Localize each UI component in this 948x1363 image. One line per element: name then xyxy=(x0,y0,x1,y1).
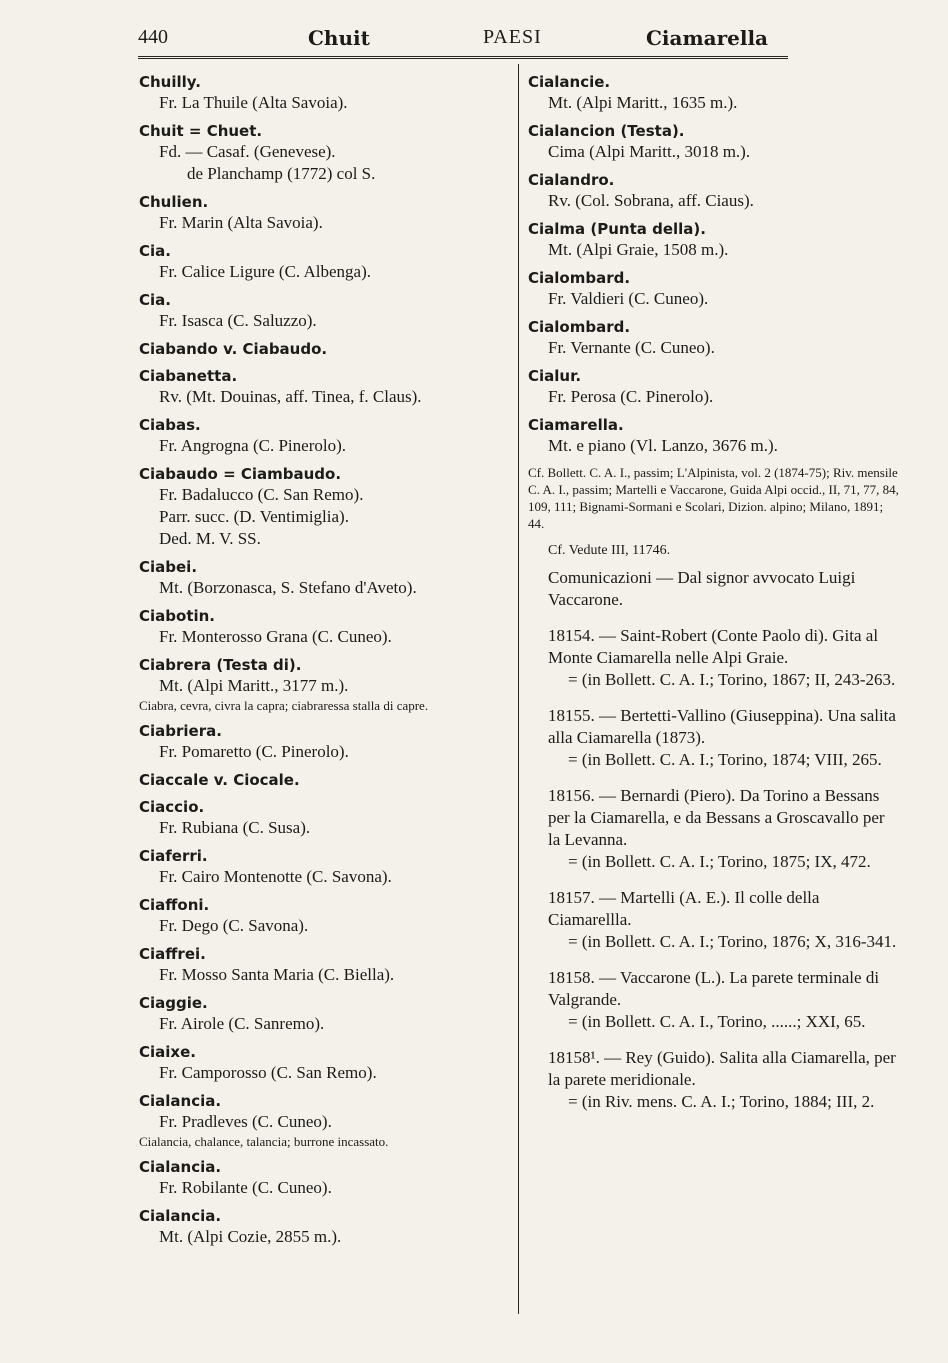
entry-headword: Ciaccio. xyxy=(139,798,205,816)
gazetteer-entry xyxy=(139,721,509,763)
entry-headword: Ciabotin. xyxy=(139,607,216,625)
entry-detail: Fr. Airole (C. Sanremo). xyxy=(159,1014,325,1033)
gazetteer-entry xyxy=(139,72,509,114)
entry-detail: Fd. — Casaf. (Genevese). xyxy=(159,142,336,161)
gazetteer-entry xyxy=(139,557,509,599)
entry-detail: Rv. (Col. Sobrana, aff. Ciaus). xyxy=(548,191,754,210)
entry-detail: Ded. M. V. SS. xyxy=(159,529,261,548)
gazetteer-entry xyxy=(528,415,900,457)
gazetteer-entry xyxy=(139,895,509,937)
reference-title: 18156. — Bernardi (Piero). Da Torino a Bessans per la Ciamarella, e da Bessans a Groscavallo per la Levanna. xyxy=(548,786,885,849)
entry-headword: Ciaffoni. xyxy=(139,896,210,914)
entry-detail: Fr. Rubiana (C. Susa). xyxy=(159,818,311,837)
entry-headword: Cialandro. xyxy=(528,171,615,189)
gazetteer-entry xyxy=(139,797,509,839)
entry-detail: Fr. Perosa (C. Pinerolo). xyxy=(548,387,714,406)
gazetteer-entry xyxy=(139,770,509,790)
entry-headword: Cia. xyxy=(139,242,171,260)
entry-headword: Cialancia. xyxy=(139,1207,222,1225)
entry-detail: Mt. (Alpi Maritt., 3177 m.). xyxy=(159,676,349,695)
gazetteer-entry xyxy=(528,72,900,114)
entry-headword: Ciaccale v. Ciocale. xyxy=(139,771,300,789)
entry-detail: Mt. e piano (Vl. Lanzo, 3676 m.). xyxy=(548,436,778,455)
entry-detail: Fr. La Thuile (Alta Savoia). xyxy=(159,93,348,112)
gazetteer-entry xyxy=(139,415,509,457)
entry-detail: Fr. Camporosso (C. San Remo). xyxy=(159,1063,377,1082)
entry-detail: Parr. succ. (D. Ventimiglia). xyxy=(159,507,349,526)
header-first-entry: Chuit xyxy=(308,26,370,50)
reference-title: 18154. — Saint-Robert (Conte Paolo di). Gita al Monte Ciamarella nelle Alpi Graie. xyxy=(548,626,879,667)
entry-headword: Cia. xyxy=(139,291,171,309)
entry-detail: Mt. (Alpi Cozie, 2855 m.). xyxy=(159,1227,342,1246)
entry-headword: Chuilly. xyxy=(139,73,201,91)
entry-detail: Fr. Angrogna (C. Pinerolo). xyxy=(159,436,346,455)
entry-headword: Ciaggie. xyxy=(139,994,208,1012)
entry-note: Cialancia, chalance, talancia; burrone incassato. xyxy=(139,1134,389,1149)
entry-headword: Ciabaudo = Ciambaudo. xyxy=(139,465,342,483)
entry-detail: de Planchamp (1772) col S. xyxy=(187,164,376,183)
entry-detail: Fr. Valdieri (C. Cuneo). xyxy=(548,289,709,308)
entry-headword: Ciaferri. xyxy=(139,847,208,865)
reference-item xyxy=(528,785,900,873)
entry-headword: Cialur. xyxy=(528,367,582,385)
entry-headword: Chulien. xyxy=(139,193,209,211)
entry-headword: Ciaixe. xyxy=(139,1043,196,1061)
entry-detail: Fr. Isasca (C. Saluzzo). xyxy=(159,311,317,330)
reference-publication: = (in Bollett. C. A. I.; Torino, 1867; II, 243-263. xyxy=(568,670,896,689)
entry-detail: Rv. (Mt. Douinas, aff. Tinea, f. Claus). xyxy=(159,387,422,406)
reference-item xyxy=(528,1047,900,1113)
header-section-title: PAESI xyxy=(483,26,542,48)
reference-list xyxy=(528,625,900,1113)
entry-headword: Cialma (Punta della). xyxy=(528,220,706,238)
entry-headword: Cialombard. xyxy=(528,269,631,287)
gazetteer-entry xyxy=(139,993,509,1035)
entry-detail: Mt. (Borzonasca, S. Stefano d'Aveto). xyxy=(159,578,417,597)
gazetteer-entry xyxy=(139,655,509,714)
entry-headword: Ciaffrei. xyxy=(139,945,206,963)
gazetteer-entry xyxy=(528,317,900,359)
gazetteer-entry xyxy=(139,192,509,234)
gazetteer-entry xyxy=(139,366,509,408)
gazetteer-entry xyxy=(528,366,900,408)
entry-detail: Fr. Monterosso Grana (C. Cuneo). xyxy=(159,627,392,646)
right-column xyxy=(528,72,900,1113)
reference-publication: = (in Bollett. C. A. I.; Torino, 1874; VIII, 265. xyxy=(568,750,882,769)
entry-detail: Fr. Pradleves (C. Cuneo). xyxy=(159,1112,332,1131)
reference-title: 18158. — Vaccarone (L.). La parete terminale di Valgrande. xyxy=(548,968,880,1009)
gazetteer-entry xyxy=(528,268,900,310)
entry-detail: Mt. (Alpi Maritt., 1635 m.). xyxy=(548,93,738,112)
gazetteer-entry xyxy=(139,339,509,359)
gazetteer-entry xyxy=(139,846,509,888)
right-entries xyxy=(528,72,900,457)
gazetteer-entry xyxy=(528,170,900,212)
column-divider xyxy=(518,64,519,1314)
ciamarella-notes xyxy=(528,464,900,611)
entry-detail: Fr. Marin (Alta Savoia). xyxy=(159,213,323,232)
entry-detail: Fr. Dego (C. Savona). xyxy=(159,916,309,935)
gazetteer-entry xyxy=(139,1206,509,1248)
entry-detail: Fr. Pomaretto (C. Pinerolo). xyxy=(159,742,349,761)
entry-headword: Cialombard. xyxy=(528,318,631,336)
page-number: 440 xyxy=(138,26,168,48)
left-column xyxy=(139,72,509,1255)
reference-title: 18155. — Bertetti-Vallino (Giuseppina). Una salita alla Ciamarella (1873). xyxy=(548,706,896,747)
reference-item xyxy=(528,967,900,1033)
entry-headword: Cialancia. xyxy=(139,1092,222,1110)
header-last-entry: Ciamarella xyxy=(645,26,768,50)
vedute-note: Cf. Vedute III, 11746. xyxy=(548,543,671,558)
reference-title: 18157. — Martelli (A. E.). Il colle della Ciamarellla. xyxy=(548,888,820,929)
reference-publication: = (in Bollett. C. A. I., Torino, ......; XXI, 65. xyxy=(568,1012,866,1031)
entry-detail: Mt. (Alpi Graie, 1508 m.). xyxy=(548,240,729,259)
entry-headword: Ciabriera. xyxy=(139,722,222,740)
entry-detail: Fr. Robilante (C. Cuneo). xyxy=(159,1178,332,1197)
bibliography-note: Cf. Bollett. C. A. I., passim; L'Alpinista, vol. 2 (1874-75); Riv. mensile C. A. I., passim; Martelli e Vaccarone, Guida Alpi occid., II, 71, 77, 84, 109, 111; Bignami-Sormani e Scolari, Dizion. alpino; Milano, 1891; 44. xyxy=(528,465,899,531)
gazetteer-entry xyxy=(139,606,509,648)
gazetteer-entry xyxy=(139,121,509,185)
entry-detail: Cima (Alpi Maritt., 3018 m.). xyxy=(548,142,751,161)
reference-publication: = (in Riv. mens. C. A. I.; Torino, 1884; III, 2. xyxy=(568,1092,875,1111)
gazetteer-entry xyxy=(528,219,900,261)
entry-detail: Fr. Mosso Santa Maria (C. Biella). xyxy=(159,965,395,984)
entry-headword: Cialancie. xyxy=(528,73,611,91)
entry-headword: Ciabei. xyxy=(139,558,198,576)
comunicazioni-line: Comunicazioni — Dal signor avvocato Luigi Vaccarone. xyxy=(548,568,856,609)
gazetteer-entry xyxy=(139,1157,509,1199)
entry-note: Ciabra, cevra, civra la capra; ciabraressa stalla di capre. xyxy=(139,698,429,713)
reference-publication: = (in Bollett. C. A. I.; Torino, 1875; IX, 472. xyxy=(568,852,871,871)
entry-headword: Ciabrera (Testa di). xyxy=(139,656,302,674)
entry-headword: Cialancion (Testa). xyxy=(528,122,685,140)
reference-title: 18158¹. — Rey (Guido). Salita alla Ciamarella, per la parete meridionale. xyxy=(548,1048,896,1089)
gazetteer-entry xyxy=(139,1042,509,1084)
reference-item xyxy=(528,887,900,953)
gazetteer-entry xyxy=(139,464,509,550)
entry-headword: Chuit = Chuet. xyxy=(139,122,263,140)
entry-headword: Ciabas. xyxy=(139,416,201,434)
entry-headword: Ciabanetta. xyxy=(139,367,238,385)
entry-detail: Fr. Vernante (C. Cuneo). xyxy=(548,338,715,357)
entry-detail: Fr. Cairo Montenotte (C. Savona). xyxy=(159,867,392,886)
gazetteer-entry xyxy=(139,241,509,283)
reference-publication: = (in Bollett. C. A. I.; Torino, 1876; X, 316-341. xyxy=(568,932,897,951)
reference-item xyxy=(528,625,900,691)
entry-headword: Ciamarella. xyxy=(528,416,624,434)
gazetteer-entry xyxy=(528,121,900,163)
entry-detail: Fr. Calice Ligure (C. Albenga). xyxy=(159,262,371,281)
entry-headword: Cialancia. xyxy=(139,1158,222,1176)
running-header xyxy=(138,20,788,59)
entry-headword: Ciabando v. Ciabaudo. xyxy=(139,340,328,358)
entry-detail: Fr. Badalucco (C. San Remo). xyxy=(159,485,364,504)
gazetteer-entry xyxy=(139,944,509,986)
reference-item xyxy=(528,705,900,771)
gazetteer-entry xyxy=(139,290,509,332)
gazetteer-entry xyxy=(139,1091,509,1150)
